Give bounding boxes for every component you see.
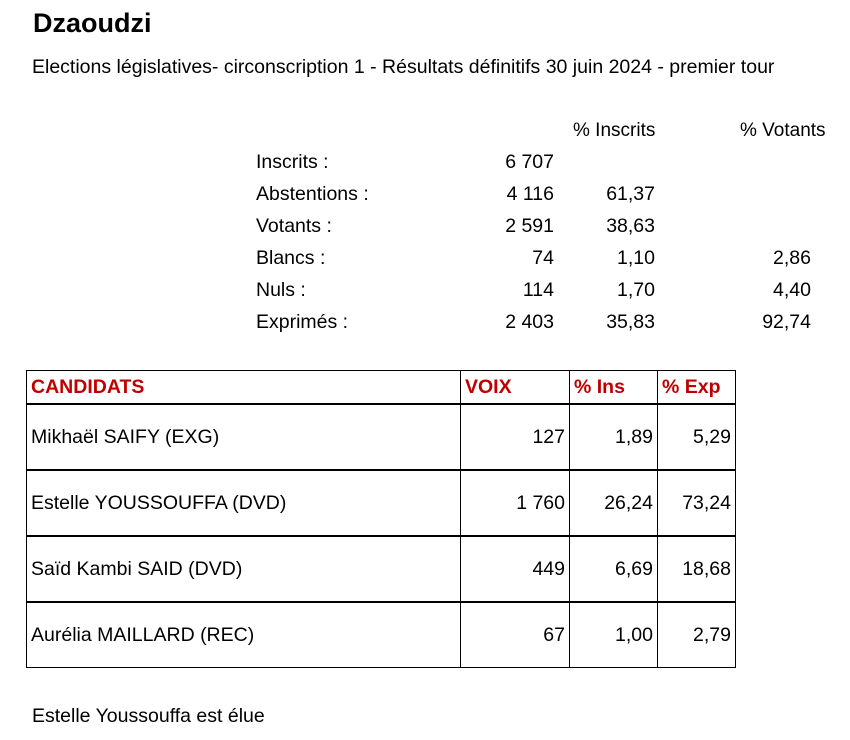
summary-header-pct-votants: % Votants [740,120,826,141]
summary-pct-inscrits: 35,83 [606,311,655,333]
candidate-pct-ins: 1,00 [570,602,658,668]
candidate-pct-ins: 6,69 [570,536,658,602]
summary-label: Inscrits : [256,151,329,173]
page-subtitle: Elections législatives- circonscription 1 - Résultats définitifs 30 juin 2024 - premier tour [32,56,775,78]
candidate-voix: 449 [461,536,570,602]
summary-value: 2 591 [505,215,554,237]
candidate-name: Estelle YOUSSOUFFA (DVD) [27,470,461,536]
candidate-pct-exp: 5,29 [658,404,736,470]
header-pct-exp: % Exp [658,371,736,405]
result-note: Estelle Youssouffa est élue [32,705,265,727]
summary-value: 4 116 [506,183,554,205]
summary-pct-inscrits: 38,63 [606,215,655,237]
candidate-name: Saïd Kambi SAID (DVD) [27,536,461,602]
candidate-pct-exp: 73,24 [658,470,736,536]
summary-label: Exprimés : [256,311,349,333]
page-title: Dzaoudzi [33,8,152,38]
candidate-name: Aurélia MAILLARD (REC) [27,602,461,668]
candidates-table [26,370,736,668]
table-row [27,404,736,470]
candidate-voix: 67 [461,602,570,668]
candidate-pct-ins: 1,89 [570,404,658,470]
summary-pct-inscrits: 1,10 [617,247,655,269]
candidate-pct-exp: 18,68 [658,536,736,602]
summary-label: Votants : [256,215,332,237]
summary-label: Nuls : [256,279,306,301]
candidate-pct-exp: 2,79 [658,602,736,668]
table-row [27,536,736,602]
summary-value: 74 [532,247,554,269]
summary-label: Blancs : [256,247,326,269]
summary-pct-votants: 92,74 [762,311,811,333]
header-pct-ins: % Ins [570,371,658,405]
candidate-name: Mikhaël SAIFY (EXG) [27,404,461,470]
candidate-voix: 1 760 [461,470,570,536]
table-row [27,470,736,536]
candidate-voix: 127 [461,404,570,470]
summary-pct-votants: 2,86 [773,247,811,269]
summary-value: 2 403 [505,311,554,333]
candidate-pct-ins: 26,24 [570,470,658,536]
summary-value: 6 707 [505,151,554,173]
header-voix: VOIX [461,371,570,405]
table-row [27,602,736,668]
summary-label: Abstentions : [256,183,369,205]
summary-value: 114 [522,279,554,301]
summary-pct-inscrits: 61,37 [606,183,655,205]
header-candidats: CANDIDATS [27,371,461,405]
summary-pct-votants: 4,40 [773,279,811,301]
summary-header-pct-inscrits: % Inscrits [573,120,656,141]
summary-pct-inscrits: 1,70 [617,279,655,301]
table-header-row [27,371,736,405]
